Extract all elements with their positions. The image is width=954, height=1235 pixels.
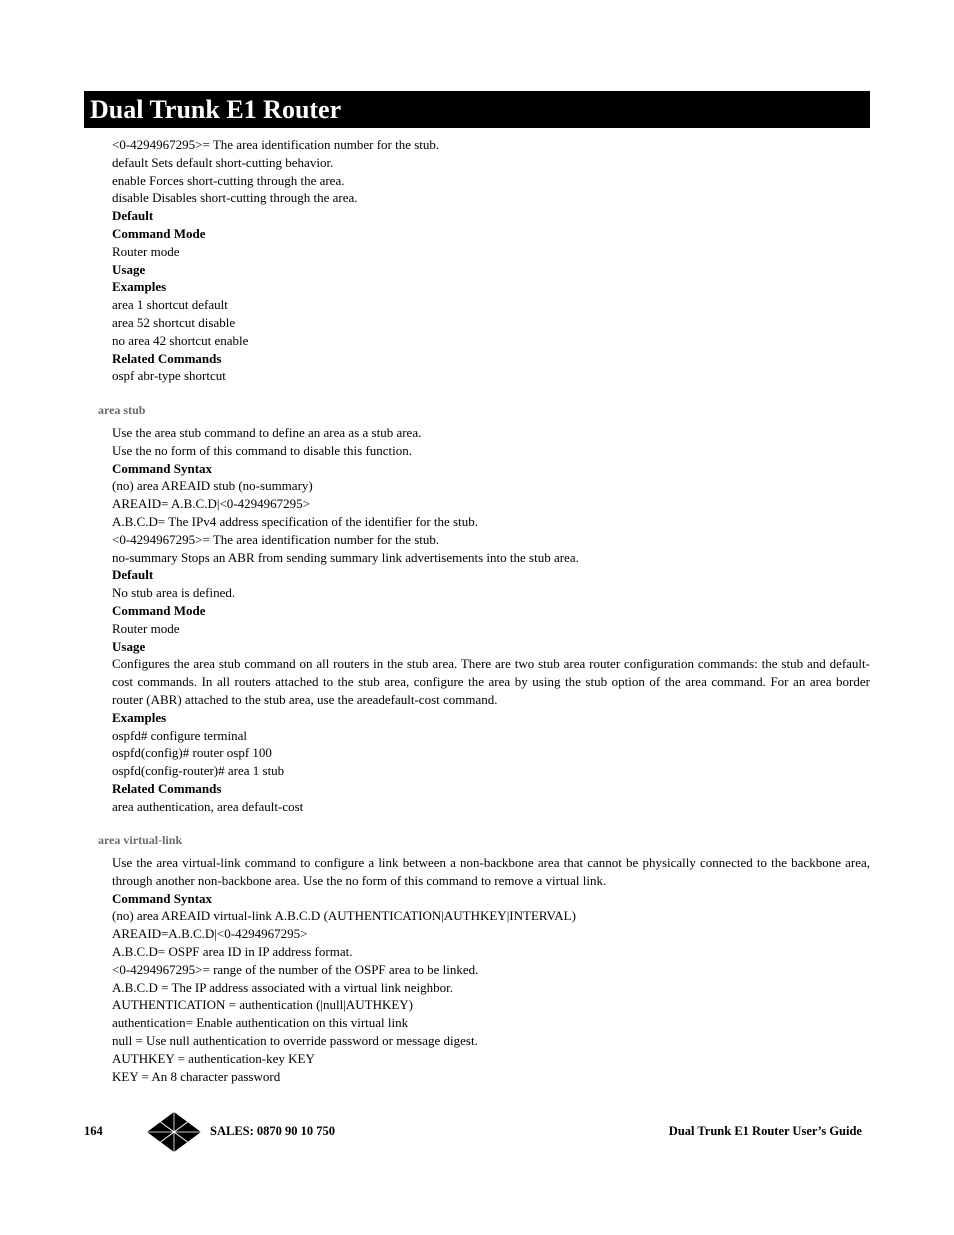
syntax-line: (no) area AREAID virtual-link A.B.C.D (AUTHENTICATION|AUTHKEY|INTERVAL) xyxy=(112,908,576,924)
diamond-logo-icon xyxy=(146,1111,202,1153)
command-mode-label: Command Mode xyxy=(112,602,206,618)
page-number: 164 xyxy=(84,1124,103,1138)
syntax-line: AUTHENTICATION = authentication (|null|AUTHKEY) xyxy=(112,997,413,1013)
example-line: area 52 shortcut disable xyxy=(112,314,236,330)
section-heading-area-virtual-link: area virtual-link xyxy=(98,833,183,847)
usage-label: Usage xyxy=(112,261,146,277)
syntax-line: <0-4294967295>= The area identification number for the stub. xyxy=(112,531,440,547)
example-line: ospfd(config-router)# area 1 stub xyxy=(112,763,285,779)
text-line: disable Disables short-cutting through the area. xyxy=(112,190,358,206)
syntax-line: AUTHKEY = authentication-key KEY xyxy=(112,1050,315,1066)
section-heading-area-stub: area stub xyxy=(98,403,146,417)
related-commands-label: Related Commands xyxy=(112,780,222,796)
syntax-line: <0-4294967295>= range of the number of the OSPF area to be linked. xyxy=(112,961,479,977)
syntax-line: A.B.C.D= The IPv4 address specification of the identifier for the stub. xyxy=(112,513,478,529)
default-value: No stub area is defined. xyxy=(112,585,236,601)
syntax-line: null = Use null authentication to override password or message digest. xyxy=(112,1032,478,1048)
text-line: Use the no form of this command to disable this function. xyxy=(112,442,413,458)
area-virtual-link-block xyxy=(112,854,870,1085)
area-stub-block xyxy=(112,424,870,816)
sales-phone: SALES: 0870 90 10 750 xyxy=(210,1124,336,1138)
intro-paragraph: Use the area virtual-link command to configure a link between a non-backbone area that cannot be physically connected to the backbone area, through another non-backbone area. Use the no form of this command to remove a virtual link. xyxy=(112,855,870,888)
command-mode-value: Router mode xyxy=(112,243,180,259)
example-line: ospfd# configure terminal xyxy=(112,727,248,743)
related-commands-value: area authentication, area default-cost xyxy=(112,798,304,814)
examples-label: Examples xyxy=(112,279,167,295)
example-line: area 1 shortcut default xyxy=(112,297,228,313)
default-label: Default xyxy=(112,208,154,224)
text-line: enable Forces short-cutting through the area. xyxy=(112,172,345,188)
usage-label: Usage xyxy=(112,638,146,654)
usage-paragraph: Configures the area stub command on all routers in the stub area. There are two stub area router configuration commands: the stub and default-cost commands. In all routers attached to the stub area, configure the area by using the stub option of the area command. For an area border router (ABR) attached to the stub area, use the areadefault-cost command. xyxy=(112,656,870,707)
syntax-line: A.B.C.D = The IP address associated with a virtual link neighbor. xyxy=(112,979,453,995)
page-title: Dual Trunk E1 Router xyxy=(84,91,870,128)
examples-label: Examples xyxy=(112,709,167,725)
guide-title: Dual Trunk E1 Router User’s Guide xyxy=(668,1124,862,1138)
default-label: Default xyxy=(112,567,154,583)
command-mode-label: Command Mode xyxy=(112,225,206,241)
text-line: default Sets default short-cutting behavior. xyxy=(112,154,334,170)
example-line: no area 42 shortcut enable xyxy=(112,332,249,348)
command-mode-value: Router mode xyxy=(112,620,180,636)
command-syntax-label: Command Syntax xyxy=(112,460,213,476)
text-line: <0-4294967295>= The area identification number for the stub. xyxy=(112,137,440,152)
shortcut-tail-block xyxy=(112,136,870,385)
related-commands-value: ospf abr-type shortcut xyxy=(112,368,226,384)
syntax-line: no-summary Stops an ABR from sending summary link advertisements into the stub area. xyxy=(112,549,579,565)
related-commands-label: Related Commands xyxy=(112,350,222,366)
syntax-line: AREAID= A.B.C.D|<0-4294967295> xyxy=(112,496,310,512)
syntax-line: A.B.C.D= OSPF area ID in IP address format. xyxy=(112,943,353,959)
text-line: Use the area stub command to define an area as a stub area. xyxy=(112,425,422,440)
command-syntax-label: Command Syntax xyxy=(112,890,213,906)
syntax-line: AREAID=A.B.C.D|<0-4294967295> xyxy=(112,926,308,942)
syntax-line: authentication= Enable authentication on this virtual link xyxy=(112,1015,409,1031)
example-line: ospfd(config)# router ospf 100 xyxy=(112,745,272,761)
syntax-line: KEY = An 8 character password xyxy=(112,1068,281,1084)
syntax-line: (no) area AREAID stub (no-summary) xyxy=(112,478,313,494)
